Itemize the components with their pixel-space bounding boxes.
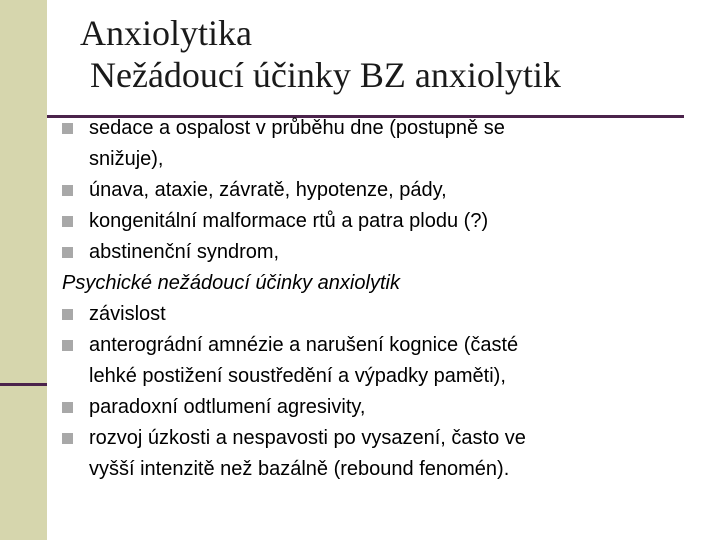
list-item [62,392,702,423]
left-accent-bar [0,383,47,386]
list-item-text-continued: snižuje), [89,148,164,170]
square-bullet-icon [62,247,73,258]
list-item [62,113,702,175]
list-item-text: únava, ataxie, závratě, hypotenze, pády, [89,179,447,201]
square-bullet-icon [62,402,73,413]
square-bullet-icon [62,309,73,320]
list-item [62,175,702,206]
square-bullet-icon [62,340,73,351]
list-item-text: paradoxní odtlumení agresivity, [89,396,366,418]
list-item-text: abstinenční syndrom, [89,241,280,263]
list-item-text: sedace a ospalost v průběhu dne (postupně se [89,117,505,139]
list-item-text-continued: vyšší intenzitě než bazálně (rebound fenomén). [89,458,510,480]
list-item-text: rozvoj úzkosti a nespavosti po vysazení, často ve [89,427,526,449]
list-item [62,330,702,392]
list-item [62,299,702,330]
list-item [62,423,702,485]
title-line-2: Nežádoucí účinky BZ anxiolytik [90,55,561,95]
list-item-text: kongenitální malformace rtů a patra plodu (?) [89,210,489,232]
slide-content [62,113,702,485]
title-line-1: Anxiolytika [80,13,252,53]
section-heading: Psychické nežádoucí účinky anxiolytik [62,272,400,294]
list-item-text-continued: lehké postižení soustředění a výpadky paměti), [89,365,506,387]
square-bullet-icon [62,433,73,444]
list-item-text: anterográdní amnézie a narušení kognice (časté [89,334,519,356]
slide-title [0,10,720,98]
square-bullet-icon [62,216,73,227]
square-bullet-icon [62,185,73,196]
list-item [62,237,702,268]
square-bullet-icon [62,123,73,134]
list-item [62,206,702,237]
list-item-text: závislost [89,303,166,325]
